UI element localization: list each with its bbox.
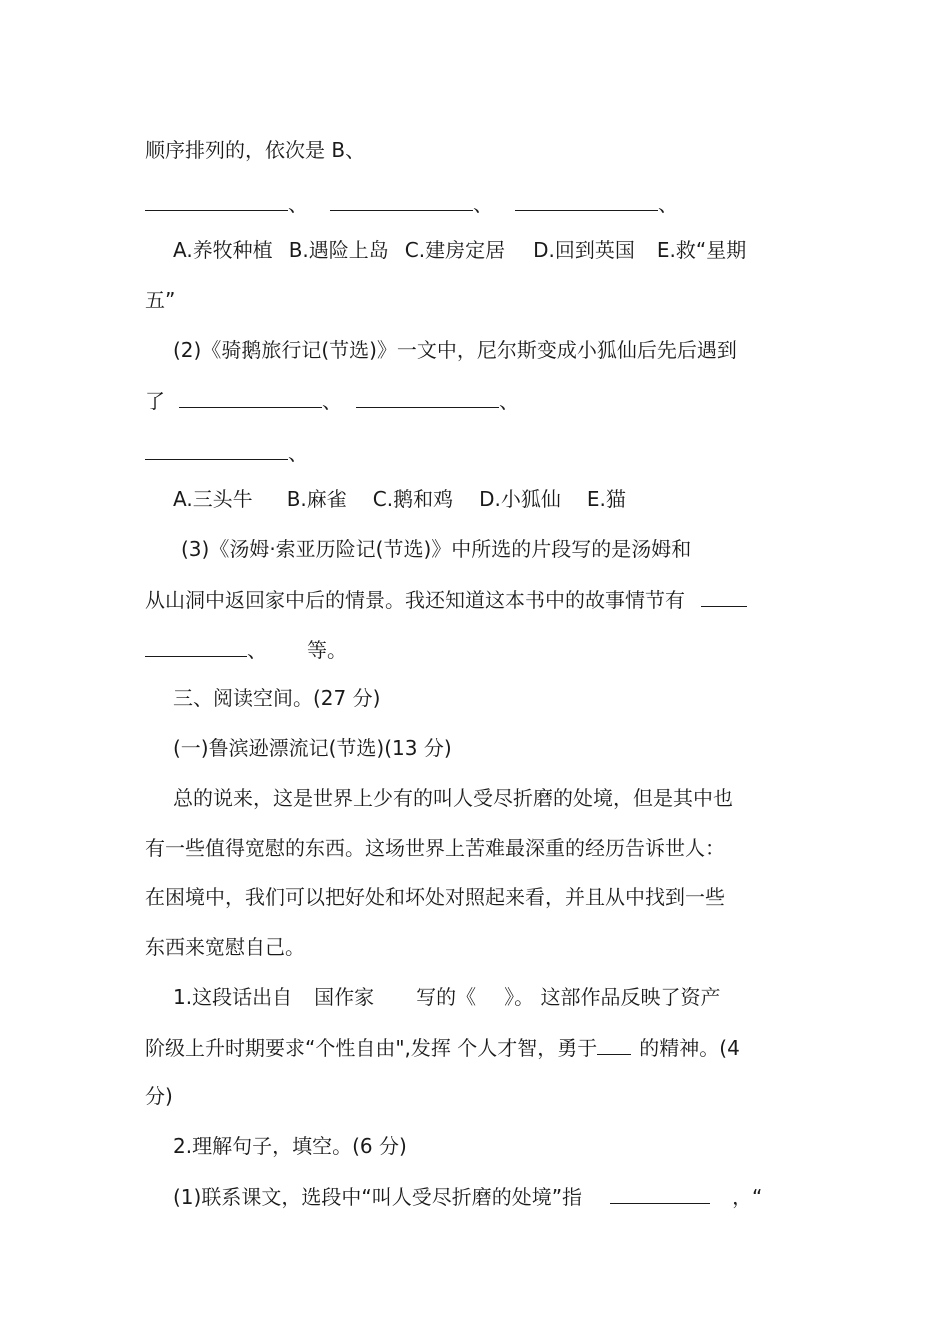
passage1-title: (一)鲁滨逊漂流记(节选)(13 分) (173, 736, 452, 760)
q2-options-row (145, 484, 838, 514)
answer-blank[interactable] (330, 188, 473, 211)
separator: 、 (499, 389, 519, 413)
q2-text-line2 (145, 385, 810, 416)
q1-options-row (145, 235, 838, 265)
p1q1-part: 国作家 (314, 985, 375, 1009)
section3-title: 三、阅读空间。(27 分) (173, 686, 381, 710)
option: A.养牧种植 (173, 238, 273, 262)
q1-options-wrap: 五” (145, 288, 176, 312)
answer-blank[interactable] (179, 385, 322, 408)
answer-blank[interactable] (145, 437, 288, 460)
separator: 、 (247, 638, 267, 662)
p1q1-part: 》。 这部作品反映了资产 (504, 985, 721, 1009)
p1q2-title: 2.理解句子，填空。(6 分) (173, 1134, 407, 1158)
answer-blank[interactable] (515, 188, 658, 211)
option: E.猫 (586, 487, 626, 511)
option: A.三头牛 (173, 487, 253, 511)
q2-text-line1: (2)《骑鹅旅行记(节选)》一文中，尼尔斯变成小狐仙后先后遇到 (173, 338, 737, 362)
q3-text: 从山洞中返回家中后的情景。我还知道这本书中的故事情节有 (145, 588, 685, 612)
p1q1-part: 1.这段话出自 (173, 985, 293, 1009)
p1q2-sub1 (145, 1181, 838, 1212)
q1-blanks-row (145, 188, 810, 219)
separator: 、 (658, 192, 678, 216)
p1q2-text: ，“ (732, 1185, 763, 1209)
passage1-line: 有一些值得宽慰的东西。这场世界上苦难最深重的经历告诉世人： (145, 836, 725, 860)
option: D.小狐仙 (479, 487, 561, 511)
p1q1-line2 (145, 1032, 810, 1063)
option: B.遇险上岛 (288, 238, 389, 262)
answer-blank[interactable] (145, 188, 288, 211)
p1q1-line1 (145, 982, 838, 1012)
option: C.建房定居 (404, 238, 506, 262)
option: D.回到英国 (533, 238, 635, 262)
q3-text-line3 (145, 634, 810, 665)
p1q1-part: 写的《 (416, 985, 477, 1009)
separator: 、 (473, 192, 493, 216)
passage1-line: 东西来宽慰自己。 (145, 935, 305, 959)
p1q1-part: 阶级上升时期要求“个性自由",发挥 个人才智，勇于 (145, 1036, 598, 1060)
option: C.鹅和鸡 (372, 487, 454, 511)
p1q1-line3: 分) (145, 1084, 173, 1108)
answer-blank[interactable] (145, 634, 247, 657)
option: B.麻雀 (286, 487, 347, 511)
q3-text-line2 (145, 584, 810, 615)
separator: 、 (288, 192, 308, 216)
answer-blank[interactable] (610, 1181, 710, 1204)
answer-blank[interactable] (356, 385, 499, 408)
q1-intro: 顺序排列的，依次是 B、 (145, 138, 366, 162)
separator: 、 (322, 389, 342, 413)
q2-text-le: 了 (145, 389, 165, 413)
p1q1-part: 的精神。(4 (639, 1036, 740, 1060)
answer-blank[interactable] (701, 584, 747, 607)
option: E.救“星期 (656, 238, 747, 262)
p1q2-text: (1)联系课文，选段中“叫人受尽折磨的处境”指 (173, 1185, 583, 1209)
q3-end: 等。 (307, 638, 347, 662)
passage1-line: 总的说来，这是世界上少有的叫人受尽折磨的处境，但是其中也 (173, 786, 733, 810)
passage1-line: 在困境中，我们可以把好处和坏处对照起来看，并且从中找到一些 (145, 885, 725, 909)
q2-blank-row (145, 437, 810, 468)
separator: 、 (288, 441, 308, 465)
q3-text-line1: (3)《汤姆·索亚历险记(节选)》中所选的片段写的是汤姆和 (181, 537, 692, 561)
answer-blank[interactable] (597, 1032, 631, 1055)
